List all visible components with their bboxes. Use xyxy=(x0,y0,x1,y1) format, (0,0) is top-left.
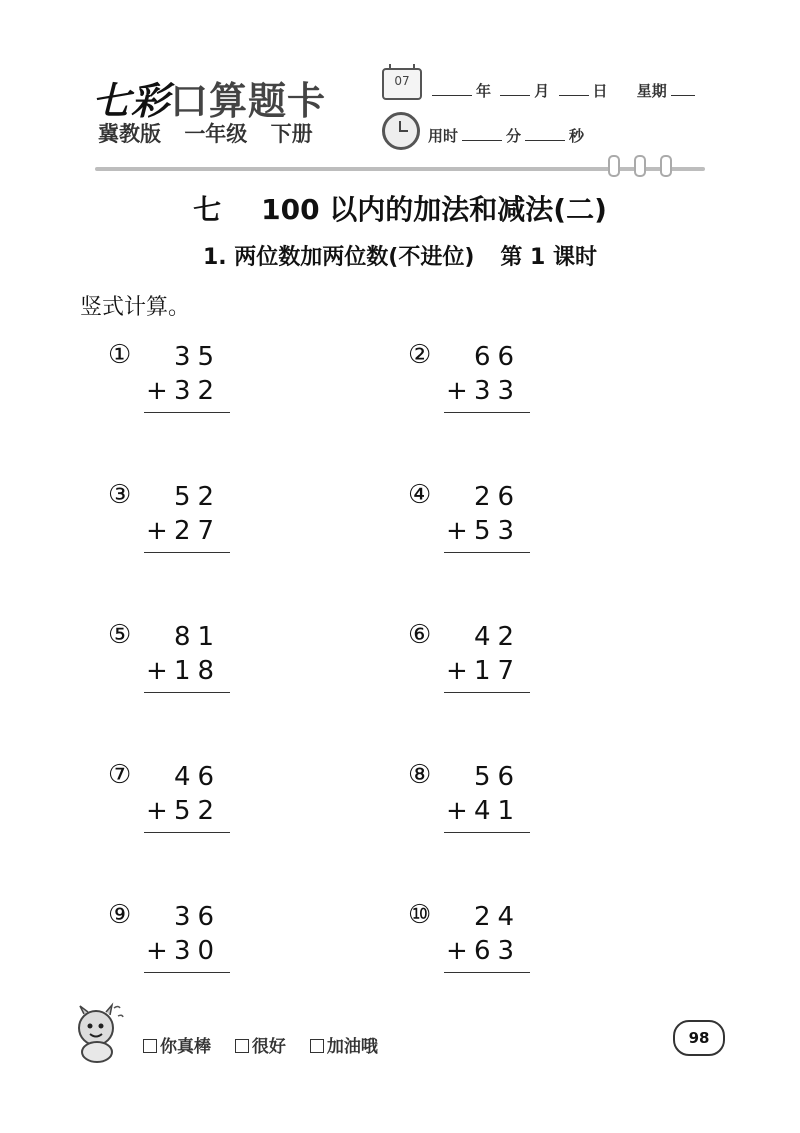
sum-line xyxy=(144,412,230,413)
rating-label: 你真棒 xyxy=(160,1037,211,1057)
plus-sign: + xyxy=(146,516,168,546)
rating-label: 加油哦 xyxy=(326,1037,378,1057)
problem-addend-top: 42 xyxy=(474,622,522,652)
checkbox-icon[interactable] xyxy=(310,1039,324,1053)
problem-addend-top: 56 xyxy=(474,762,522,792)
edition-publisher: 冀教版 xyxy=(98,122,161,146)
problem-addend-bottom: 18 xyxy=(174,656,222,686)
page-number: 98 xyxy=(673,1020,725,1056)
problem-label: ⑨ xyxy=(108,900,132,930)
brand-prefix: 七彩 xyxy=(92,79,171,123)
day-blank[interactable] xyxy=(559,83,589,96)
lesson-name: 1. 两位数加两位数(不进位) xyxy=(202,245,475,270)
problem-9[interactable] xyxy=(108,900,268,980)
problem-addend-bottom: 53 xyxy=(474,516,522,546)
weekday-blank[interactable] xyxy=(671,83,695,96)
mascot-icon xyxy=(70,1002,128,1064)
problem-addend-top: 24 xyxy=(474,902,522,932)
problem-addend-top: 36 xyxy=(174,902,222,932)
problem-label: ④ xyxy=(408,480,432,510)
plus-sign: + xyxy=(446,516,468,546)
problem-addend-top: 46 xyxy=(174,762,222,792)
sum-line xyxy=(444,972,530,973)
problem-addend-bottom: 27 xyxy=(174,516,222,546)
sum-line xyxy=(144,552,230,553)
clock-icon xyxy=(382,112,420,150)
seconds-label: 秒 xyxy=(569,127,585,145)
sum-line xyxy=(144,972,230,973)
problem-label: ⑥ xyxy=(408,620,432,650)
checkbox-icon[interactable] xyxy=(235,1039,249,1053)
problem-label: ① xyxy=(108,340,132,370)
lesson-title xyxy=(0,240,800,271)
problem-addend-bottom: 30 xyxy=(174,936,222,966)
rating-label: 很好 xyxy=(251,1037,286,1057)
year-label: 年 xyxy=(476,82,492,100)
time-label: 用时 xyxy=(428,127,459,145)
checkbox-icon[interactable] xyxy=(143,1039,157,1053)
problem-addend-bottom: 52 xyxy=(174,796,222,826)
plus-sign: + xyxy=(146,796,168,826)
self-rating xyxy=(143,1032,396,1057)
problem-label: ⑧ xyxy=(408,760,432,790)
plus-sign: + xyxy=(146,656,168,686)
problem-label: ⑤ xyxy=(108,620,132,650)
rating-option-great[interactable] xyxy=(143,1032,211,1057)
problem-2[interactable] xyxy=(408,340,568,420)
plus-sign: + xyxy=(446,376,468,406)
plus-sign: + xyxy=(446,656,468,686)
problem-addend-top: 66 xyxy=(474,342,522,372)
month-label: 月 xyxy=(534,82,550,100)
rating-option-keep-going[interactable] xyxy=(310,1032,378,1057)
plus-sign: + xyxy=(146,376,168,406)
minutes-label: 分 xyxy=(506,127,522,145)
time-fields xyxy=(428,125,584,146)
problem-8[interactable] xyxy=(408,760,568,840)
sum-line xyxy=(144,692,230,693)
unit-number: 七 xyxy=(193,193,222,226)
calendar-icon xyxy=(382,68,422,100)
problem-4[interactable] xyxy=(408,480,568,560)
instruction-text: 竖式计算。 xyxy=(80,295,191,320)
plus-sign: + xyxy=(146,936,168,966)
sum-line xyxy=(444,412,530,413)
brand-name: 口算题卡 xyxy=(170,79,327,123)
problem-addend-top: 26 xyxy=(474,482,522,512)
date-fields xyxy=(428,80,699,101)
rating-option-good[interactable] xyxy=(235,1032,286,1057)
day-label: 日 xyxy=(592,82,608,100)
edition-info xyxy=(98,118,329,148)
problem-10[interactable] xyxy=(408,900,568,980)
problem-5[interactable] xyxy=(108,620,268,700)
problem-3[interactable] xyxy=(108,480,268,560)
unit-name: 100 以内的加法和减法(二) xyxy=(261,193,607,226)
year-blank[interactable] xyxy=(432,83,472,96)
problem-addend-bottom: 32 xyxy=(174,376,222,406)
weekday-label: 星期 xyxy=(636,82,667,100)
problem-addend-bottom: 17 xyxy=(474,656,522,686)
problem-addend-bottom: 63 xyxy=(474,936,522,966)
unit-title xyxy=(0,188,800,228)
problem-addend-top: 81 xyxy=(174,622,222,652)
problem-label: ⑦ xyxy=(108,760,132,790)
problem-1[interactable] xyxy=(108,340,268,420)
lesson-period: 第 1 课时 xyxy=(500,245,598,270)
seconds-blank[interactable] xyxy=(525,128,565,141)
sum-line xyxy=(144,832,230,833)
edition-volume: 下册 xyxy=(270,122,313,146)
brand-logo xyxy=(92,70,326,125)
sum-line xyxy=(444,552,530,553)
problem-label: ⑩ xyxy=(408,900,432,930)
plus-sign: + xyxy=(446,796,468,826)
minutes-blank[interactable] xyxy=(462,128,502,141)
sum-line xyxy=(444,692,530,693)
problem-addend-top: 35 xyxy=(174,342,222,372)
problem-label: ③ xyxy=(108,480,132,510)
problem-addend-bottom: 33 xyxy=(474,376,522,406)
problem-addend-top: 52 xyxy=(174,482,222,512)
calendar-icon-text: 07 xyxy=(394,74,410,88)
plus-sign: + xyxy=(446,936,468,966)
month-blank[interactable] xyxy=(500,83,530,96)
sum-line xyxy=(444,832,530,833)
problem-6[interactable] xyxy=(408,620,568,700)
problem-label: ② xyxy=(408,340,432,370)
problem-7[interactable] xyxy=(108,760,268,840)
problem-addend-bottom: 41 xyxy=(474,796,522,826)
edition-grade: 一年级 xyxy=(184,122,248,146)
binder-rings-icon xyxy=(608,155,686,181)
